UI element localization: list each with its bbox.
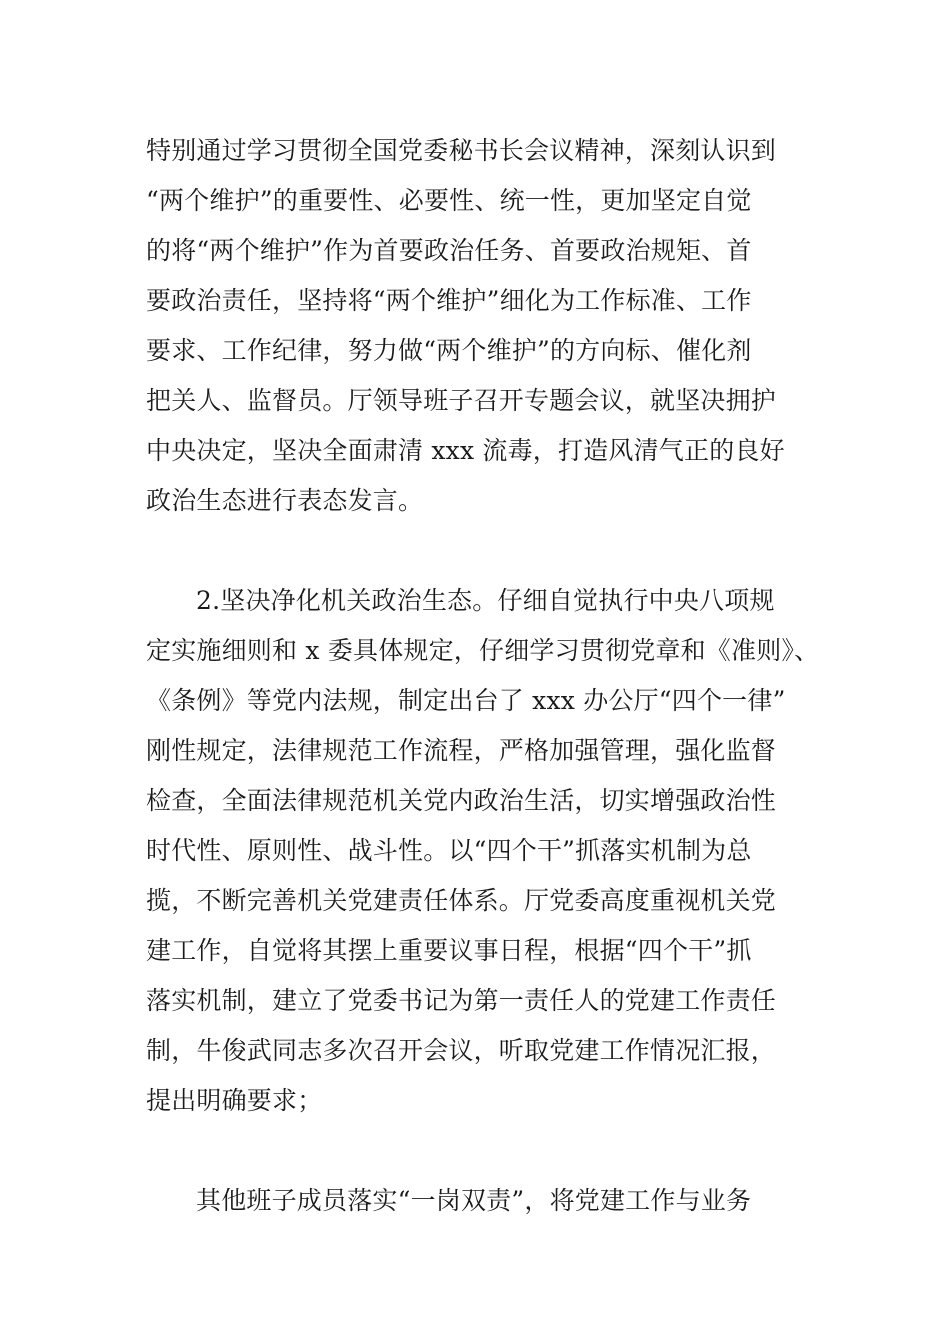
paragraph-line: “两个维护”的重要性、必要性、统一性，更加坚定自觉 [146,186,752,215]
paragraph-line: 要求、工作纪律，努力做“两个维护”的方向标、催化剂 [146,336,752,365]
paragraph-line: 落实机制，建立了党委书记为第一责任人的党建工作责任 [146,986,777,1015]
paragraph-line: 把关人、监督员。厅领导班子召开专题会议，就坚决拥护 [146,386,777,415]
paragraph-line: 揽，不断完善机关党建责任体系。厅党委高度重视机关党 [146,886,777,915]
paragraph-line: 时代性、原则性、战斗性。以“四个干”抓落实机制为总 [146,836,752,865]
paragraph-line: 中央决定，坚决全面肃清 xxx 流毒，打造风清气正的良好 [146,436,785,465]
paragraph-line: 定实施细则和 x 委具体规定，仔细学习贯彻党章和《准则》、 [146,636,820,665]
paragraph-line: 2.坚决净化机关政治生态。仔细自觉执行中央八项规 [196,586,775,615]
paragraph-line: 其他班子成员落实“一岗双责”，将党建工作与业务 [196,1186,752,1215]
paragraph-line: 制，牛俊武同志多次召开会议，听取党建工作情况汇报， [146,1036,777,1065]
paragraph-line: 刚性规定，法律规范工作流程，严格加强管理，强化监督 [146,736,777,765]
paragraph-line: 特别通过学习贯彻全国党委秘书长会议精神，深刻认识到 [146,136,777,165]
paragraph-line: 《条例》等党内法规，制定出台了 xxx 办公厅“四个一律” [146,686,786,715]
paragraph-line: 提出明确要求； [146,1086,323,1115]
paragraph-line: 的将“两个维护”作为首要政治任务、首要政治规矩、首 [146,236,752,265]
paragraph-line: 要政治责任，坚持将“两个维护”细化为工作标准、工作 [146,286,752,315]
paragraph-line: 建工作，自觉将其摆上重要议事日程，根据“四个干”抓 [146,936,752,965]
paragraph-line: 政治生态进行表态发言。 [146,486,424,515]
paragraph-line: 检查，全面法律规范机关党内政治生活，切实增强政治性 [146,786,777,815]
